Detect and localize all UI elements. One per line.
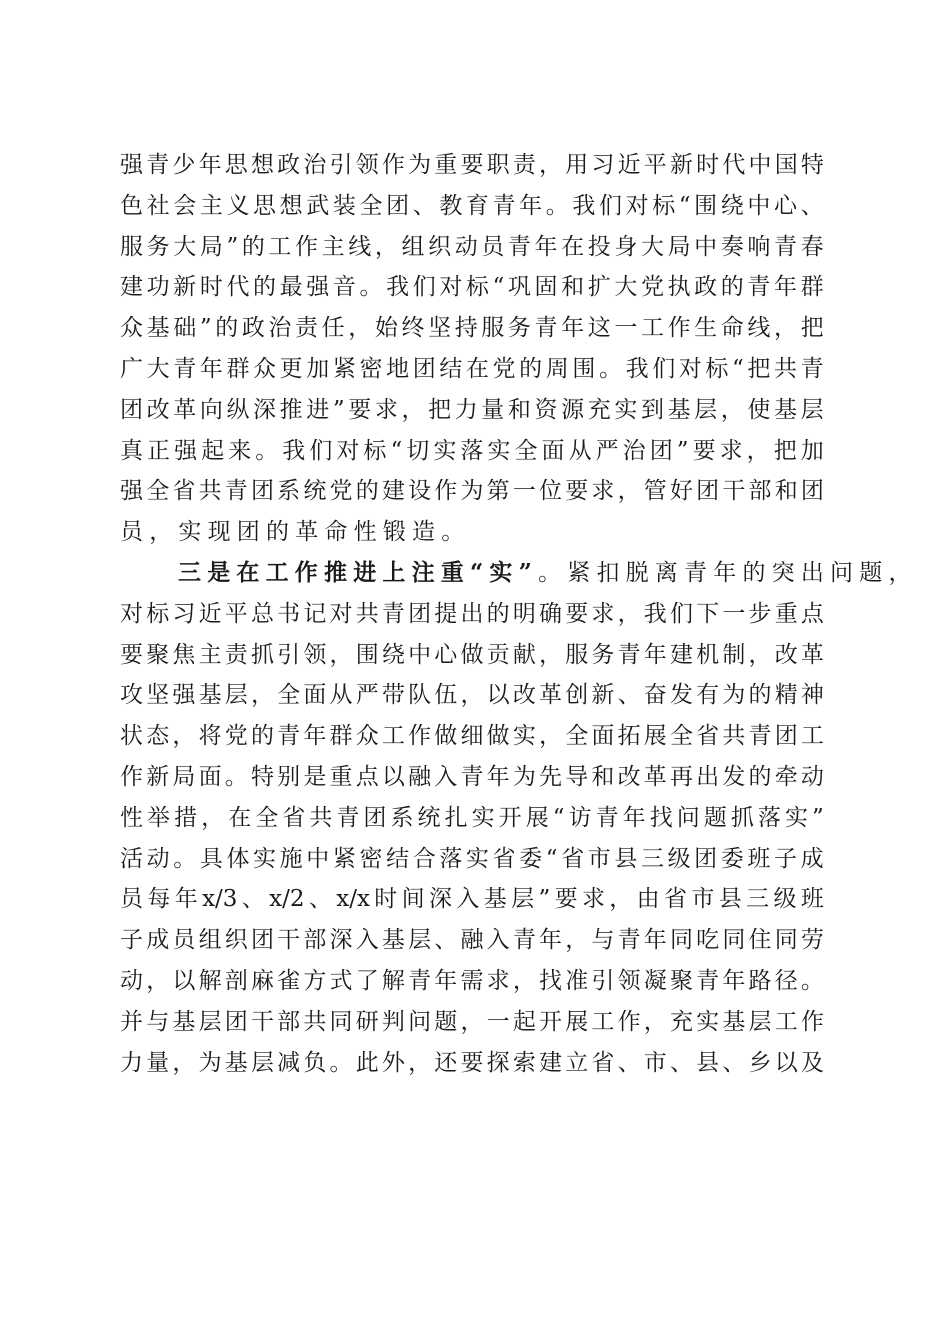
text-line: 并 与 基 层 团 干 部 共 同 研 判 问 题 ， 一 起 开 展 工 作 ， 充 实 基 层 工 作 [120, 1008, 824, 1035]
paragraph-heading-line [120, 553, 918, 594]
heading-line-rest: 。紧扣脱离青年的突出问题， [538, 559, 918, 586]
section-heading: 三是在工作推进上注重“实” [178, 558, 539, 586]
text-line: 动 ， 以 解 剖 麻 雀 方 式 了 解 青 年 需 求 ， 找 准 引 领 凝 聚 青 年 路 径 。 [120, 967, 824, 994]
text-line: 强 全 省 共 青 团 系 统 党 的 建 设 作 为 第 一 位 要 求 ， 管 好 团 干 部 和 团 [120, 478, 824, 505]
text-line: 建 功 新 时 代 的 最 强 音 。 我 们 对 标 “ 巩 固 和 扩 大 党 执 政 的 青 年 群 [120, 274, 824, 301]
paragraph-1 [120, 145, 824, 553]
text-line: 要 聚 焦 主 责 抓 引 领 ， 围 绕 中 心 做 贡 献 ， 服 务 青 年 建 机 制 ， 改 革 [120, 641, 824, 668]
text-line: 作 新 局 面 。 特 别 是 重 点 以 融 入 青 年 为 先 导 和 改 革 再 出 发 的 牵 动 [120, 763, 824, 790]
document-body [120, 145, 918, 1083]
text-line: 众 基 础 ” 的 政 治 责 任 ， 始 终 坚 持 服 务 青 年 这 一 工 作 生 命 线 ， 把 [120, 315, 824, 342]
text-line: 广 大 青 年 群 众 更 加 紧 密 地 团 结 在 党 的 周 围 。 我 们 对 标 “ 把 共 青 [120, 355, 824, 382]
paragraph-2 [120, 553, 918, 1083]
text-line: 活 动 。 具 体 实 施 中 紧 密 结 合 落 实 省 委 “ 省 市 县 三 级 团 委 班 子 成 [120, 845, 824, 872]
text-line: 服 务 大 局 ” 的 工 作 主 线 ， 组 织 动 员 青 年 在 投 身 大 局 中 奏 响 青 春 [120, 233, 824, 260]
text-line: 真 正 强 起 来 。 我 们 对 标 “ 切 实 落 实 全 面 从 严 治 团 ” 要 求 ， 把 加 [120, 437, 824, 464]
text-line: 状 态 ， 将 党 的 青 年 群 众 工 作 做 细 做 实 ， 全 面 拓 展 全 省 共 青 团 工 [120, 723, 824, 750]
text-line: 强 青 少 年 思 想 政 治 引 领 作 为 重 要 职 责 ， 用 习 近 平 新 时 代 中 国 特 [120, 152, 824, 178]
text-line: 色 社 会 主 义 思 想 武 装 全 团 、 教 育 青 年 。 我 们 对 标 “ 围 绕 中 心 、 [120, 192, 824, 219]
text-line: 力 量 ， 为 基 层 减 负 。 此 外 ， 还 要 探 索 建 立 省 、 市 、 县 、 乡 以 及 [120, 1049, 824, 1076]
text-line: 团 改 革 向 纵 深 推 进 ” 要 求 ， 把 力 量 和 资 源 充 实 到 基 层 ， 使 基 层 [120, 396, 824, 423]
text-line: 员，实现团的革命性锻造。 [120, 519, 471, 546]
text-line: 子 成 员 组 织 团 干 部 深 入 基 层 、 融 入 青 年 ， 与 青 年 同 吃 同 住 同 劳 [120, 927, 824, 954]
text-line: 员 每 年 x/3 、 x/2 、 x/x 时 间 深 入 基 层 ” 要 求 ， 由 省 市 县 三 级 班 [120, 886, 824, 913]
text-line: 对 标 习 近 平 总 书 记 对 共 青 团 提 出 的 明 确 要 求 ， 我 们 下 一 步 重 点 [120, 600, 824, 627]
text-line: 攻 坚 强 基 层 ， 全 面 从 严 带 队 伍 ， 以 改 革 创 新 、 奋 发 有 为 的 精 神 [120, 682, 824, 709]
text-line: 性 举 措 ， 在 全 省 共 青 团 系 统 扎 实 开 展 “ 访 青 年 找 问 题 抓 落 实 ” [120, 804, 824, 831]
